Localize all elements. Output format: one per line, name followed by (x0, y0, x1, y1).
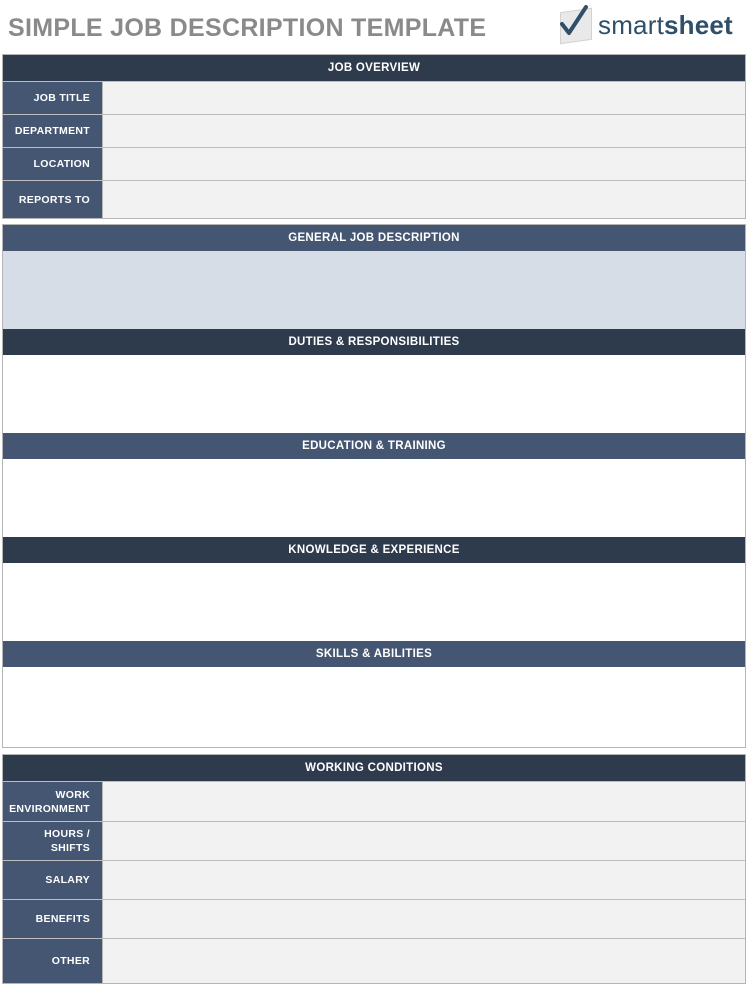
education-training-header: EDUCATION & TRAINING (3, 433, 745, 459)
field-row-salary (3, 860, 745, 899)
job-overview-section (2, 54, 746, 219)
salary-input[interactable] (103, 861, 745, 899)
working-conditions-section (2, 754, 746, 984)
job-overview-header: JOB OVERVIEW (3, 55, 745, 81)
description-section (2, 224, 746, 748)
logo-suffix: sheet (664, 10, 733, 40)
job-title-input[interactable] (103, 82, 745, 114)
field-label: JOB TITLE (3, 82, 103, 114)
duties-responsibilities-input[interactable] (3, 355, 745, 433)
field-label (3, 782, 103, 821)
checkmark-icon (556, 2, 598, 46)
logo-wordmark (598, 10, 733, 41)
duties-responsibilities-header: DUTIES & RESPONSIBILITIES (3, 329, 745, 355)
benefits-input[interactable] (103, 900, 745, 938)
field-label: HOURS / SHIFTS (3, 822, 103, 860)
general-job-description-header: GENERAL JOB DESCRIPTION (3, 225, 745, 251)
knowledge-experience-header: KNOWLEDGE & EXPERIENCE (3, 537, 745, 563)
field-label: OTHER (3, 939, 103, 983)
education-training-input[interactable] (3, 459, 745, 537)
working-conditions-header: WORKING CONDITIONS (3, 755, 745, 781)
field-row-benefits (3, 899, 745, 938)
reports-to-input[interactable] (103, 181, 745, 218)
smartsheet-logo (556, 2, 746, 46)
field-row-work-environment (3, 781, 745, 821)
field-row-department (3, 114, 745, 147)
field-row-other (3, 938, 745, 983)
skills-abilities-input[interactable] (3, 667, 745, 745)
field-label: BENEFITS (3, 900, 103, 938)
work-environment-input[interactable] (103, 782, 745, 821)
hours-shifts-input[interactable] (103, 822, 745, 860)
field-label: REPORTS TO (3, 181, 103, 218)
field-row-reports-to (3, 180, 745, 218)
field-row-location (3, 147, 745, 180)
field-label: DEPARTMENT (3, 115, 103, 147)
knowledge-experience-input[interactable] (3, 563, 745, 641)
field-label-line2: ENVIRONMENT (9, 802, 90, 815)
page-title: SIMPLE JOB DESCRIPTION TEMPLATE (8, 14, 487, 42)
general-job-description-input[interactable] (3, 251, 745, 329)
department-input[interactable] (103, 115, 745, 147)
field-row-hours-shifts (3, 821, 745, 860)
skills-abilities-header: SKILLS & ABILITIES (3, 641, 745, 667)
other-input[interactable] (103, 939, 745, 983)
field-label: LOCATION (3, 148, 103, 180)
field-row-job-title (3, 81, 745, 114)
field-label-line1: WORK (55, 788, 90, 801)
location-input[interactable] (103, 148, 745, 180)
field-label: SALARY (3, 861, 103, 899)
logo-prefix: smart (598, 10, 664, 40)
